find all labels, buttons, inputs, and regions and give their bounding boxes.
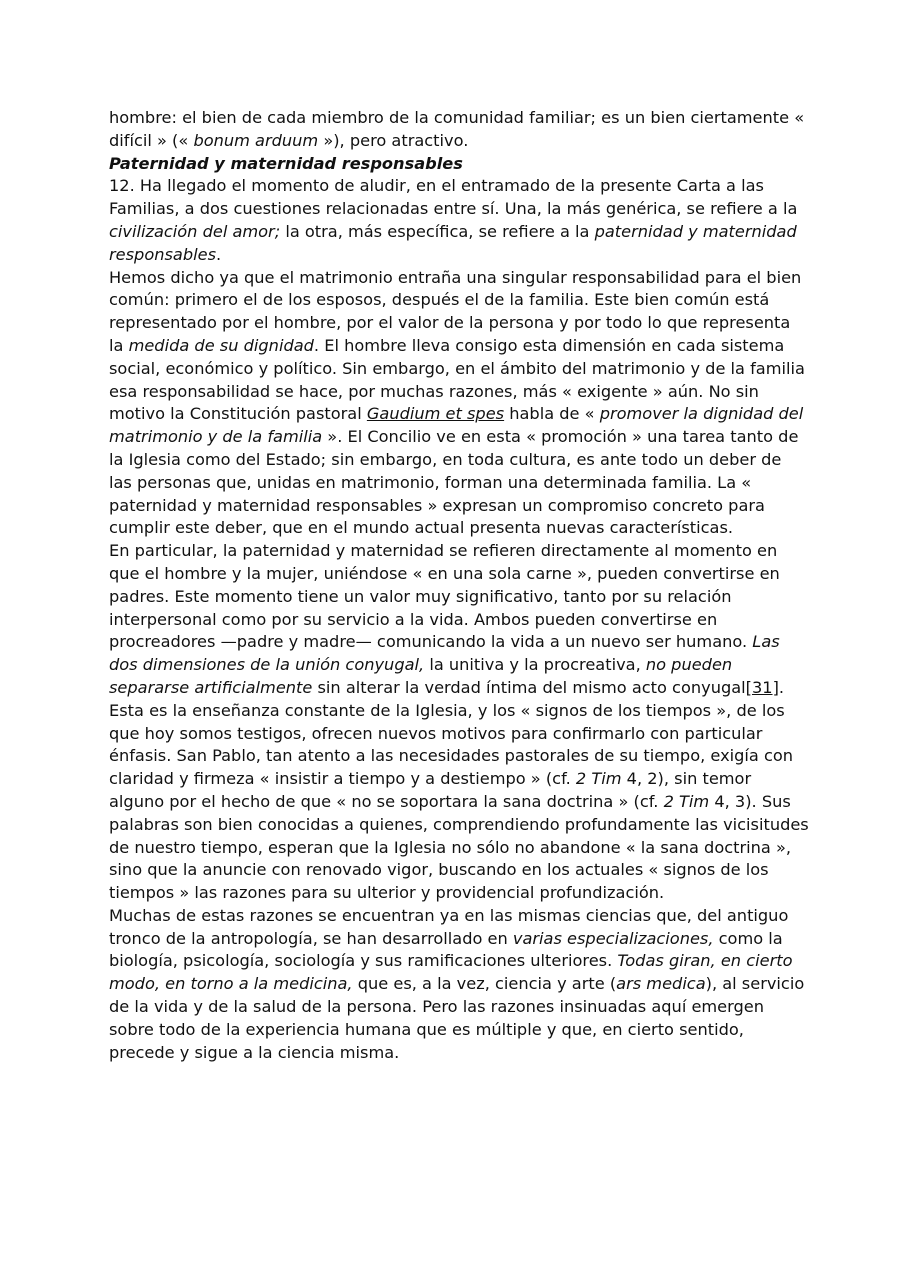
document-page: [109, 107, 809, 1064]
gaudium-et-spes-link[interactable]: Gaudium et spes: [366, 404, 505, 424]
emphasis: paternidad y maternidad responsables: [109, 221, 797, 264]
emphasis: 2 Tim: [575, 769, 622, 789]
emphasis: varias especializaciones,: [512, 928, 714, 948]
paragraph-responsabilidad: Hemos dicho ya que el matrimonio entraña una singular responsabilidad para el bien común: primero el de los esposos, después el de la familia. Este bien común está representado por el hombre, por el valor de la persona y por todo lo que representa la medida de su dignidad. El hombre lleva consigo esta dimensión en cada sistema social, económico y político. Sin embargo, en el ámbito del matrimonio y de la familia esa responsabilidad se hace, por muchas razones, más « exigente » aún. No sin motivo la Constitución pastoral Gaudium et spes habla de « promover la dignidad del matrimonio y de la familia ». El Concilio ve en esta « promoción » una tarea tanto de la Iglesia como del Estado; sin embargo, en toda cultura, es ante todo un deber de las personas que, unidas en matrimonio, forman una determinada familia. La « paternidad y maternidad responsables » expresan un compromiso concreto para cumplir este deber, que en el mundo actual presenta nuevas características.: [109, 267, 805, 538]
footnote-31-link[interactable]: [31]: [745, 677, 779, 697]
emphasis: civilización del amor;: [109, 221, 281, 241]
paragraph-continuation: hombre: el bien de cada miembro de la comunidad familiar; es un bien ciertamente « difícil » (« bonum arduum »), pero atractivo.: [109, 108, 805, 150]
emphasis: bonum arduum: [193, 130, 319, 150]
emphasis: Las dos dimensiones de la unión conyugal,: [109, 632, 780, 675]
emphasis: 2 Tim: [663, 791, 710, 811]
emphasis: Todas giran, en cierto modo, en torno a la medicina,: [109, 951, 793, 994]
emphasis: promover la dignidad del matrimonio y de la familia: [109, 404, 804, 447]
emphasis: ars medica: [616, 974, 706, 994]
paragraph-12: 12. Ha llegado el momento de aludir, en el entramado de la presente Carta a las Familias, a dos cuestiones relacionadas entre sí. Una, la más genérica, se refiere a la civilización del amor; la otra, más específica, se refiere a la paternidad y maternidad responsables.: [109, 176, 798, 264]
paragraph-ensenanza: Esta es la enseñanza constante de la Iglesia, y los « signos de los tiempos », de los que hoy somos testigos, ofrecen nuevos motivos para confirmarlo con particular énfasis. San Pablo, tan atento a las necesidades pastorales de su tiempo, exigía con claridad y firmeza « insistir a tiempo y a destiempo » (cf. 2 Tim 4, 2), sin temor alguno por el hecho de que « no se soportara la sana doctrina » (cf. 2 Tim 4, 3). Sus palabras son bien conocidas a quienes, comprendiendo profundamente las vicisitudes de nuestro tiempo, esperan que la Iglesia no sólo no abandone « la sana doctrina », sino que la anuncie con renovado vigor, buscando en los actuales « signos de los tiempos » las razones para su ulterior y providencial profundización.: [109, 700, 809, 903]
paragraph-paternidad: En particular, la paternidad y maternidad se refieren directamente al momento en que el hombre y la mujer, uniéndose « en una sola carne », pueden convertirse en padres. Este momento tiene un valor muy significativo, tanto por su relación interpersonal como por su servicio a la vida. Ambos pueden convertirse en procreadores —padre y madre— comunicando la vida a un nuevo ser humano. Las dos dimensiones de la unión conyugal, la unitiva y la procreativa, no pueden separarse artificialmente sin alterar la verdad íntima del mismo acto conyugal[31].: [109, 541, 785, 697]
paragraph-razones: Muchas de estas razones se encuentran ya en las mismas ciencias que, del antiguo tronco de la antropología, se han desarrollado en varias especializaciones, como la biología, psicología, sociología y sus ramificaciones ulteriores. Todas giran, en cierto modo, en torno a la medicina, que es, a la vez, ciencia y arte (ars medica), al servicio de la vida y de la salud de la persona. Pero las razones insinuadas aquí emergen sobre todo de la experiencia humana que es múltiple y que, en cierto sentido, precede y sigue a la ciencia misma.: [109, 905, 805, 1062]
section-heading: Paternidad y maternidad responsables: [109, 153, 463, 173]
emphasis: no pueden separarse artificialmente: [109, 655, 733, 697]
emphasis: medida de su dignidad: [128, 335, 314, 355]
